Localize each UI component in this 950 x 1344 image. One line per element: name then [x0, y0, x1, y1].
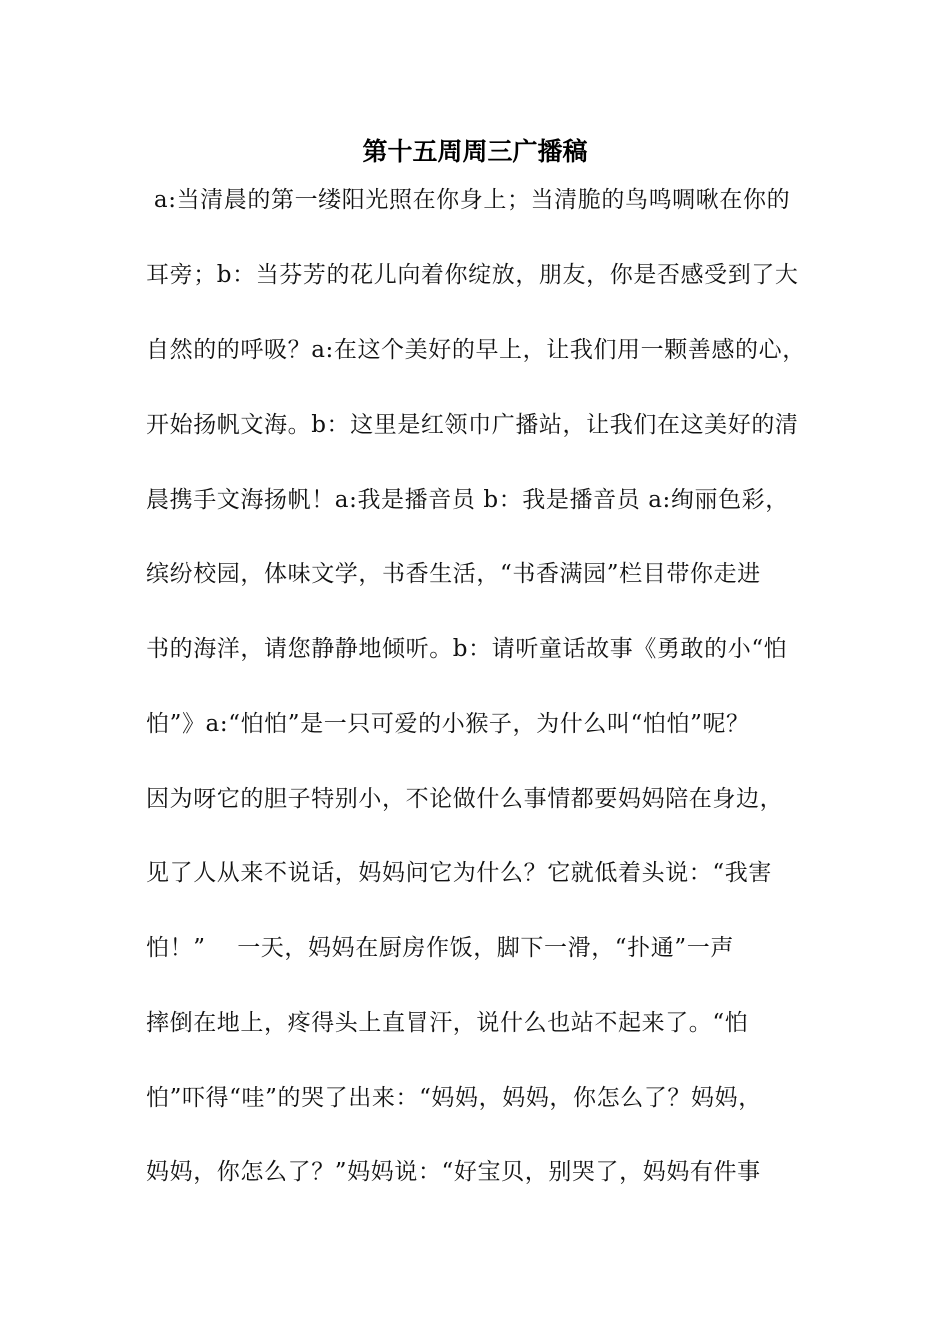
text-line: 耳旁；b：当芬芳的花儿向着你绽放，朋友，你是否感受到了大 [146, 262, 799, 288]
text-line: 摔倒在地上，疼得头上直冒汗，说什么也站不起来了。“怕 [146, 1010, 749, 1036]
text-line: a:当清晨的第一缕阳光照在你身上；当清脆的鸟鸣啁啾在你的 [146, 187, 791, 213]
text-line: 缤纷校园，体味文学，书香生活，“书香满园”栏目带你走进 [146, 561, 761, 587]
text-line: 书的海洋，请您静静地倾听。b：请听童话故事《勇敢的小“怕 [146, 636, 788, 662]
text-line: 怕”》a:“怕怕”是一只可爱的小猴子，为什么叫“怕怕”呢？ [146, 711, 750, 737]
text-line: 见了人从来不说话，妈妈问它为什么？它就低着头说：“我害 [146, 860, 772, 886]
text-line: 怕！” 一天，妈妈在厨房作饭，脚下一滑，“扑通”一声 [146, 935, 734, 961]
text-line: 晨携手文海扬帆！a:我是播音员 b：我是播音员 a:绚丽色彩， [146, 487, 789, 513]
text-line: 因为呀它的胆子特别小，不论做什么事情都要妈妈陪在身边， [146, 786, 784, 812]
text-line: 怕”吓得“哇”的哭了出来：“妈妈，妈妈，你怎么了？妈妈， [146, 1085, 762, 1111]
document-title: 第十五周周三广播稿 [362, 137, 588, 166]
text-line: 开始扬帆文海。b：这里是红领巾广播站，让我们在这美好的清 [146, 412, 799, 438]
text-line: 妈妈，你怎么了？”妈妈说：“好宝贝，别哭了，妈妈有件事 [146, 1159, 761, 1185]
text-line: 自然的的呼吸？a:在这个美好的早上，让我们用一颗善感的心， [146, 337, 806, 363]
